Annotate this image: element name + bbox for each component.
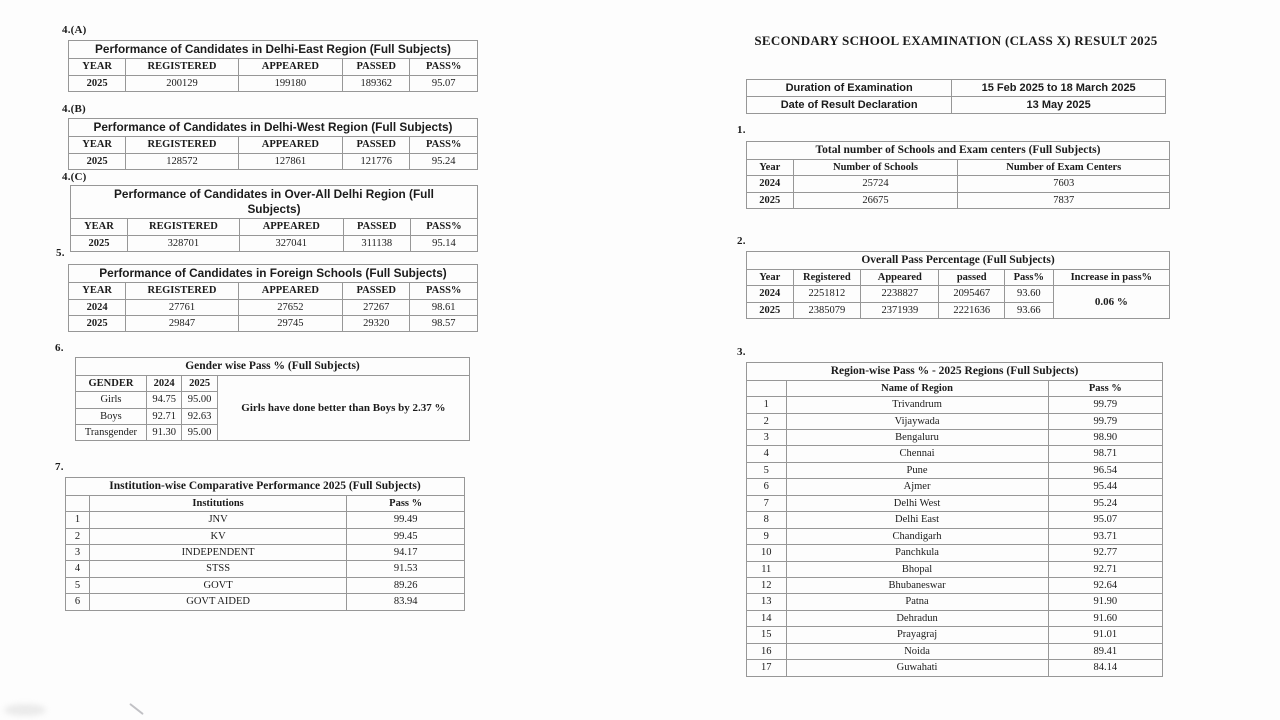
table-title: Performance of Candidates in Delhi-East Region (Full Subjects) bbox=[69, 41, 478, 59]
table-cell: 98.90 bbox=[1048, 430, 1162, 446]
table-cell: 27652 bbox=[238, 299, 342, 315]
table-cell: Chennai bbox=[786, 446, 1048, 462]
table-cell: 4 bbox=[747, 446, 787, 462]
table-cell: 89.41 bbox=[1048, 643, 1162, 659]
table-cell: 99.79 bbox=[1048, 397, 1162, 413]
table-cell: 29847 bbox=[126, 315, 238, 331]
table-cell: 93.60 bbox=[1005, 286, 1054, 302]
table-cell: 91.60 bbox=[1048, 610, 1162, 626]
section-label-1: 1. bbox=[737, 124, 746, 136]
table-cell: 3 bbox=[747, 430, 787, 446]
table-cell: 15 Feb 2025 to 18 March 2025 bbox=[952, 80, 1166, 97]
table-cell: 4 bbox=[66, 561, 90, 577]
table-cell: Dehradun bbox=[786, 610, 1048, 626]
merged-note-cell: Girls have done better than Boys by 2.37 % bbox=[217, 375, 469, 441]
table-cell: 2025 bbox=[69, 153, 126, 169]
table-exam-dates bbox=[746, 79, 1166, 114]
column-header: Appeared bbox=[861, 269, 939, 285]
table-cell: JNV bbox=[89, 512, 346, 528]
table-cell: 6 bbox=[747, 479, 787, 495]
table-cell: 98.71 bbox=[1048, 446, 1162, 462]
section-label-3: 3. bbox=[737, 346, 746, 358]
table-cell: 9 bbox=[747, 528, 787, 544]
section-label-6: 6. bbox=[55, 342, 64, 354]
table-cell: 2024 bbox=[747, 286, 794, 302]
table-cell: 2025 bbox=[71, 235, 128, 251]
column-header: Pass % bbox=[1048, 380, 1162, 396]
column-header: passed bbox=[939, 269, 1005, 285]
table-cell: 2095467 bbox=[939, 286, 1005, 302]
page-title: SECONDARY SCHOOL EXAMINATION (CLASS X) RESULT 2025 bbox=[754, 33, 1158, 48]
table-cell: 2024 bbox=[69, 299, 126, 315]
table-cell: 2385079 bbox=[793, 302, 861, 318]
section-label-7: 7. bbox=[55, 461, 64, 473]
table-cell: 189362 bbox=[343, 75, 410, 91]
table-region-wise-pass bbox=[746, 362, 1163, 677]
section-label-2: 2. bbox=[737, 235, 746, 247]
pen-mark bbox=[129, 703, 144, 715]
table-cell: 96.54 bbox=[1048, 462, 1162, 478]
merged-note-cell: 0.06 % bbox=[1053, 286, 1169, 319]
table-title: Performance of Candidates in Over-All Delhi Region (Full Subjects) bbox=[71, 186, 478, 219]
table-cell: Bhubaneswar bbox=[786, 577, 1048, 593]
column-header: Pass % bbox=[347, 495, 465, 511]
column-header: Institutions bbox=[89, 495, 346, 511]
table-cell: 98.61 bbox=[410, 299, 478, 315]
column-header: APPEARED bbox=[238, 59, 342, 75]
table-title: Gender wise Pass % (Full Subjects) bbox=[76, 358, 470, 376]
table-title: Performance of Candidates in Foreign Schools (Full Subjects) bbox=[69, 265, 478, 283]
column-header: Name of Region bbox=[786, 380, 1048, 396]
table-title: Institution-wise Comparative Performance 2025 (Full Subjects) bbox=[66, 478, 465, 496]
table-cell: 89.26 bbox=[347, 577, 465, 593]
table-cell: 93.66 bbox=[1005, 302, 1054, 318]
table-cell: 99.79 bbox=[1048, 413, 1162, 429]
column-header: Pass% bbox=[1005, 269, 1054, 285]
table-cell: Boys bbox=[76, 408, 147, 424]
table-cell: Bengaluru bbox=[786, 430, 1048, 446]
table-cell: 15 bbox=[747, 627, 787, 643]
column-header: APPEARED bbox=[238, 137, 342, 153]
table-cell: Prayagraj bbox=[786, 627, 1048, 643]
section-label-4b: 4.(B) bbox=[62, 103, 86, 115]
table-cell: 2 bbox=[747, 413, 787, 429]
table-cell: 95.00 bbox=[182, 425, 217, 441]
table-cell: 13 bbox=[747, 594, 787, 610]
table-cell: 127861 bbox=[238, 153, 342, 169]
table-cell: 2 bbox=[66, 528, 90, 544]
section-label-4a: 4.(A) bbox=[62, 24, 87, 36]
table-cell: 11 bbox=[747, 561, 787, 577]
table-cell: 10 bbox=[747, 545, 787, 561]
table-cell: 2024 bbox=[747, 176, 794, 192]
table-cell: Delhi East bbox=[786, 512, 1048, 528]
table-cell: 17 bbox=[747, 660, 787, 676]
column-header: Year bbox=[747, 269, 794, 285]
column-header: PASSED bbox=[343, 283, 410, 299]
table-cell: 91.30 bbox=[146, 425, 181, 441]
column-header: REGISTERED bbox=[127, 219, 239, 235]
table-cell: 2251812 bbox=[793, 286, 861, 302]
table-cell: 7603 bbox=[958, 176, 1170, 192]
column-header: GENDER bbox=[76, 375, 147, 391]
column-header: PASSED bbox=[343, 137, 410, 153]
column-header: APPEARED bbox=[239, 219, 343, 235]
table-cell: Bhopal bbox=[786, 561, 1048, 577]
table-cell: 93.71 bbox=[1048, 528, 1162, 544]
table-cell: Pune bbox=[786, 462, 1048, 478]
table-cell: Delhi West bbox=[786, 495, 1048, 511]
column-header: PASS% bbox=[410, 219, 477, 235]
column-header: APPEARED bbox=[238, 283, 342, 299]
column-header: PASS% bbox=[410, 59, 478, 75]
table-cell: 92.71 bbox=[146, 408, 181, 424]
table-delhi-west bbox=[68, 118, 478, 170]
table-cell: GOVT bbox=[89, 577, 346, 593]
table-cell: 95.00 bbox=[182, 392, 217, 408]
table-cell: 29320 bbox=[343, 315, 410, 331]
table-cell: 1 bbox=[66, 512, 90, 528]
table-cell: STSS bbox=[89, 561, 346, 577]
table-cell: 6 bbox=[66, 594, 90, 610]
table-cell: 13 May 2025 bbox=[952, 97, 1166, 114]
table-cell: 128572 bbox=[126, 153, 238, 169]
column-header: REGISTERED bbox=[126, 283, 238, 299]
table-cell: 92.63 bbox=[182, 408, 217, 424]
column-header: 2024 bbox=[146, 375, 181, 391]
table-cell: 25724 bbox=[793, 176, 958, 192]
table-delhi-east bbox=[68, 40, 478, 92]
table-cell: 8 bbox=[747, 512, 787, 528]
column-header bbox=[66, 495, 90, 511]
column-header: REGISTERED bbox=[126, 59, 238, 75]
column-header: Year bbox=[747, 159, 794, 175]
table-cell: 16 bbox=[747, 643, 787, 659]
table-cell: 2238827 bbox=[861, 286, 939, 302]
table-cell: 2371939 bbox=[861, 302, 939, 318]
table-title: Total number of Schools and Exam centers (Full Subjects) bbox=[747, 142, 1170, 160]
column-header: REGISTERED bbox=[126, 137, 238, 153]
table-cell: 92.71 bbox=[1048, 561, 1162, 577]
table-cell: 29745 bbox=[238, 315, 342, 331]
table-cell: 95.07 bbox=[1048, 512, 1162, 528]
column-header: YEAR bbox=[71, 219, 128, 235]
table-cell: 94.75 bbox=[146, 392, 181, 408]
section-label-5: 5. bbox=[56, 247, 65, 259]
table-cell: 95.44 bbox=[1048, 479, 1162, 495]
table-cell: Date of Result Declaration bbox=[747, 97, 952, 114]
table-cell: 98.57 bbox=[410, 315, 478, 331]
table-cell: 95.24 bbox=[410, 153, 478, 169]
table-overall-delhi bbox=[70, 185, 478, 252]
table-cell: 5 bbox=[747, 462, 787, 478]
table-cell: 92.77 bbox=[1048, 545, 1162, 561]
table-cell: 2025 bbox=[747, 302, 794, 318]
table-cell: Panchkula bbox=[786, 545, 1048, 561]
table-title: Region-wise Pass % - 2025 Regions (Full Subjects) bbox=[747, 363, 1163, 381]
table-cell: 95.24 bbox=[1048, 495, 1162, 511]
table-cell: 311138 bbox=[343, 235, 410, 251]
table-cell: 91.01 bbox=[1048, 627, 1162, 643]
table-cell: 95.07 bbox=[410, 75, 478, 91]
table-cell: Vijaywada bbox=[786, 413, 1048, 429]
table-foreign-schools bbox=[68, 264, 478, 332]
table-schools-centers bbox=[746, 141, 1170, 209]
table-cell: Duration of Examination bbox=[747, 80, 952, 97]
table-cell: 99.49 bbox=[347, 512, 465, 528]
table-cell: 26675 bbox=[793, 192, 958, 208]
table-cell: Trivandrum bbox=[786, 397, 1048, 413]
table-cell: 7837 bbox=[958, 192, 1170, 208]
column-header: PASS% bbox=[410, 137, 478, 153]
table-cell: Chandigarh bbox=[786, 528, 1048, 544]
table-cell: Girls bbox=[76, 392, 147, 408]
table-cell: 7 bbox=[747, 495, 787, 511]
table-cell: 91.90 bbox=[1048, 594, 1162, 610]
table-cell: 327041 bbox=[239, 235, 343, 251]
table-cell: 2025 bbox=[69, 75, 126, 91]
table-cell: 92.64 bbox=[1048, 577, 1162, 593]
table-cell: Ajmer bbox=[786, 479, 1048, 495]
column-header: YEAR bbox=[69, 137, 126, 153]
table-cell: 200129 bbox=[126, 75, 238, 91]
section-label-4c: 4.(C) bbox=[62, 171, 87, 183]
table-cell: Noida bbox=[786, 643, 1048, 659]
table-cell: 94.17 bbox=[347, 545, 465, 561]
column-header: YEAR bbox=[69, 283, 126, 299]
table-title: Overall Pass Percentage (Full Subjects) bbox=[747, 252, 1170, 270]
column-header: Number of Exam Centers bbox=[958, 159, 1170, 175]
column-header: PASSED bbox=[343, 219, 410, 235]
table-cell: Guwahati bbox=[786, 660, 1048, 676]
column-header: PASS% bbox=[410, 283, 478, 299]
table-cell: 12 bbox=[747, 577, 787, 593]
table-cell: 5 bbox=[66, 577, 90, 593]
table-institution-performance bbox=[65, 477, 465, 611]
table-cell: 14 bbox=[747, 610, 787, 626]
table-cell: 121776 bbox=[343, 153, 410, 169]
table-cell: Patna bbox=[786, 594, 1048, 610]
table-cell: 3 bbox=[66, 545, 90, 561]
column-header bbox=[747, 380, 787, 396]
table-cell: 91.53 bbox=[347, 561, 465, 577]
table-cell: 83.94 bbox=[347, 594, 465, 610]
table-overall-pass-percentage bbox=[746, 251, 1170, 319]
column-header: YEAR bbox=[69, 59, 126, 75]
table-cell: 328701 bbox=[127, 235, 239, 251]
table-cell: 2221636 bbox=[939, 302, 1005, 318]
table-cell: KV bbox=[89, 528, 346, 544]
column-header: Number of Schools bbox=[793, 159, 958, 175]
table-cell: 2025 bbox=[69, 315, 126, 331]
table-cell: 99.45 bbox=[347, 528, 465, 544]
column-header: PASSED bbox=[343, 59, 410, 75]
table-cell: 2025 bbox=[747, 192, 794, 208]
column-header: Registered bbox=[793, 269, 861, 285]
table-cell: 84.14 bbox=[1048, 660, 1162, 676]
table-cell: 27761 bbox=[126, 299, 238, 315]
table-cell: 95.14 bbox=[410, 235, 477, 251]
table-title: Performance of Candidates in Delhi-West Region (Full Subjects) bbox=[69, 119, 478, 137]
table-cell: 1 bbox=[747, 397, 787, 413]
column-header: Increase in pass% bbox=[1053, 269, 1169, 285]
table-cell: Transgender bbox=[76, 425, 147, 441]
table-cell: GOVT AIDED bbox=[89, 594, 346, 610]
column-header: 2025 bbox=[182, 375, 217, 391]
table-gender-pass bbox=[75, 357, 470, 441]
table-cell: 199180 bbox=[238, 75, 342, 91]
table-cell: INDEPENDENT bbox=[89, 545, 346, 561]
table-cell: 27267 bbox=[343, 299, 410, 315]
scan-smudge bbox=[4, 704, 46, 716]
